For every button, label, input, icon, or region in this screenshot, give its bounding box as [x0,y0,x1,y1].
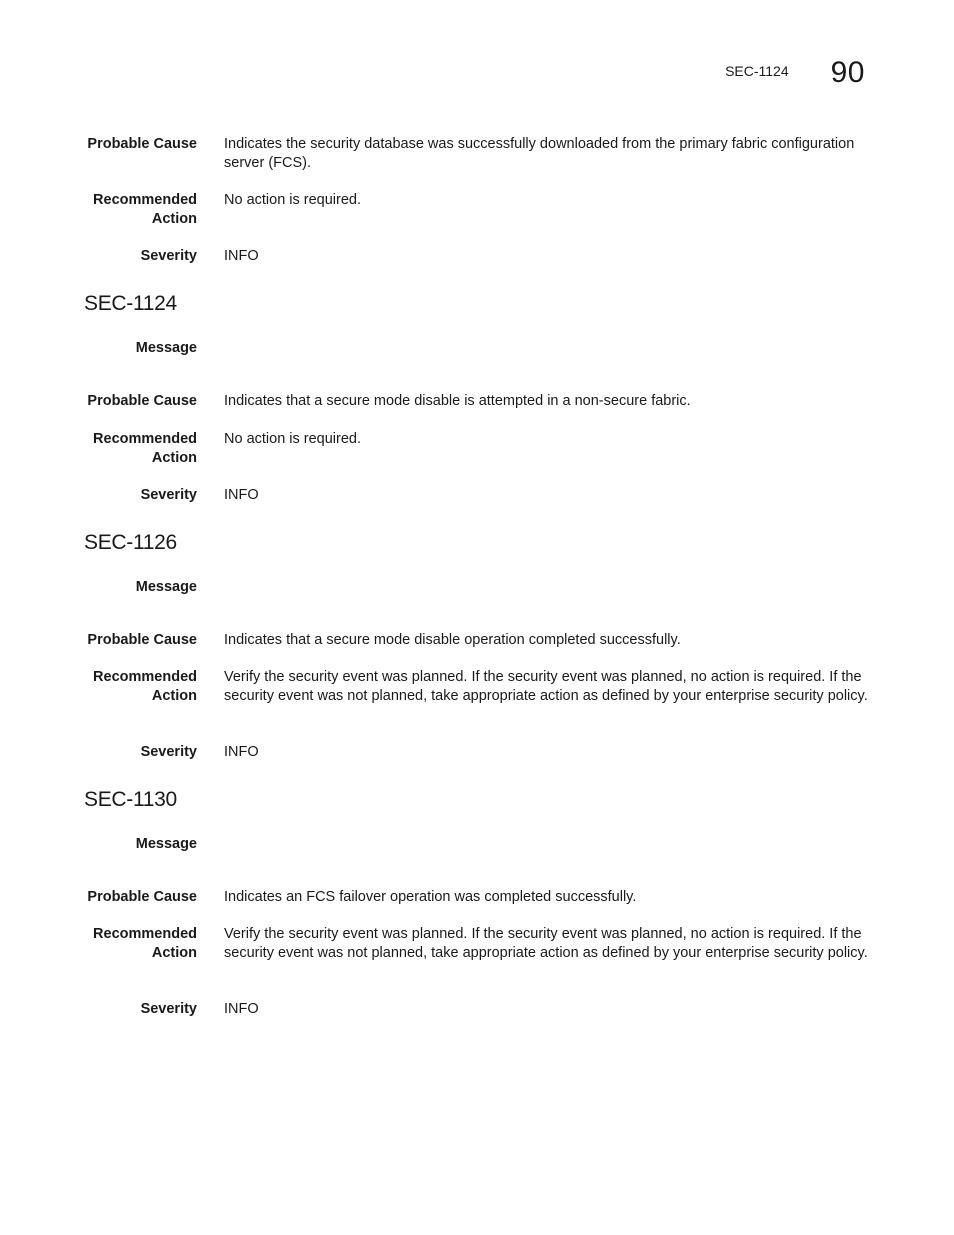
probable-cause-label: Probable Cause [87,632,197,648]
recommended-action-label-line1: Recommended [93,926,197,942]
section-heading: SEC-1124 [84,292,177,315]
recommended-action-text: Verify the security event was planned. If the security event was planned, no action is required. If the security event was not planned, take appropriate action as defined by your enterprise security policy. [224,669,868,704]
probable-cause-label: Probable Cause [87,889,197,905]
severity-label: Severity [140,744,197,760]
severity-value: INFO [224,248,259,264]
running-header [725,56,865,90]
probable-cause-text: Indicates that a secure mode disable operation completed successfully. [224,632,681,648]
severity-value: INFO [224,1001,259,1017]
recommended-action-label [70,925,197,963]
probable-cause-label: Probable Cause [87,393,197,409]
severity-value: INFO [224,487,259,503]
recommended-action-label-line1: Recommended [93,431,197,447]
recommended-action-label-line2: Action [151,450,197,466]
severity-label: Severity [140,487,197,503]
chapter-number: 90 [830,56,865,89]
recommended-action-label-line2: Action [151,688,197,704]
recommended-action-label [70,668,197,706]
recommended-action-label-line2: Action [151,945,197,961]
section-heading: SEC-1130 [84,788,177,811]
recommended-action-label-line2: Action [151,211,197,227]
severity-value: INFO [224,744,259,760]
probable-cause-text: Indicates that a secure mode disable is attempted in a non-secure fabric. [224,393,691,409]
message-label: Message [135,836,197,852]
recommended-action-label-line1: Recommended [93,669,197,685]
section-heading: SEC-1126 [84,531,177,554]
severity-label: Severity [140,1001,197,1017]
message-label: Message [135,340,197,356]
probable-cause-text: Indicates the security database was successfully downloaded from the primary fabric configuration server (FCS). [224,136,855,171]
recommended-action-label [70,191,197,229]
message-label: Message [135,579,197,595]
recommended-action-label-line1: Recommended [93,192,197,208]
recommended-action-label [70,430,197,468]
recommended-action-text: Verify the security event was planned. If the security event was planned, no action is required. If the security event was not planned, take appropriate action as defined by your enterprise security policy. [224,926,868,961]
header-section-ref: SEC-1124 [725,63,789,79]
probable-cause-text: Indicates an FCS failover operation was completed successfully. [224,889,637,905]
recommended-action-text: No action is required. [224,192,362,208]
probable-cause-label: Probable Cause [87,136,197,152]
severity-label: Severity [140,248,197,264]
recommended-action-text: No action is required. [224,431,362,447]
